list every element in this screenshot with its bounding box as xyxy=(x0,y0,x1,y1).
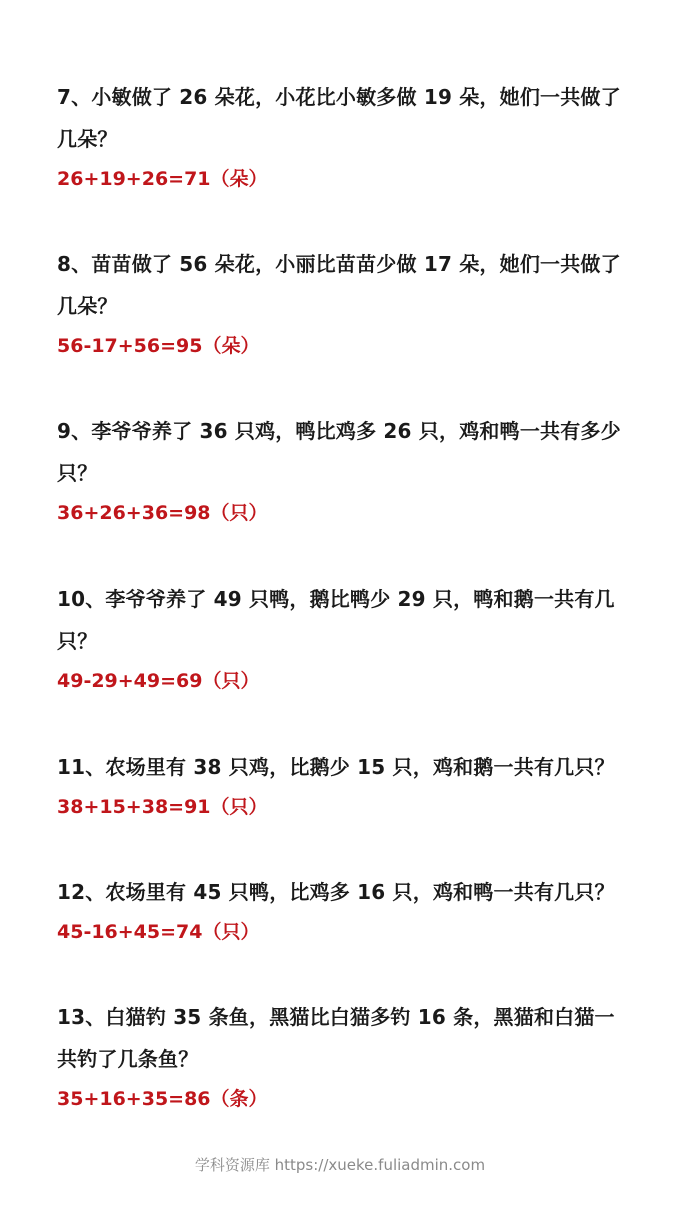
question-text: 9、李爷爷养了 36 只鸡，鸭比鸡多 26 只，鸡和鸭一共有多少只？ xyxy=(57,419,621,485)
question-text: 8、苗苗做了 56 朵花，小丽比苗苗少做 17 朵，她们一共做了几朵？ xyxy=(57,252,621,318)
problem-11 xyxy=(57,746,632,826)
question-text: 10、李爷爷养了 49 只鸭，鹅比鸭少 29 只，鸭和鹅一共有几只？ xyxy=(57,587,615,653)
problem-7 xyxy=(57,76,632,198)
problem-8 xyxy=(57,243,632,365)
answer-text: 45-16+45=74（只） xyxy=(57,921,260,943)
answer-text: 26+19+26=71（朵） xyxy=(57,168,268,190)
answer-text: 35+16+35=86（条） xyxy=(57,1088,268,1110)
problem-9 xyxy=(57,410,632,532)
footer-watermark: 学科资源库 https://xueke.fuliadmin.com xyxy=(194,1156,486,1174)
answer-text: 56-17+56=95（朵） xyxy=(57,335,260,357)
problem-12 xyxy=(57,871,632,951)
question-text: 13、白猫钓 35 条鱼，黑猫比白猫多钓 16 条，黑猫和白猫一共钓了几条鱼？ xyxy=(57,1005,615,1071)
problem-13 xyxy=(57,996,632,1118)
problem-10 xyxy=(57,578,632,700)
answer-text: 38+15+38=91（只） xyxy=(57,796,268,818)
answer-text: 36+26+36=98（只） xyxy=(57,502,268,524)
answer-text: 49-29+49=69（只） xyxy=(57,670,260,692)
question-text: 12、农场里有 45 只鸭，比鸡多 16 只，鸡和鸭一共有几只？ xyxy=(57,880,615,904)
question-text: 11、农场里有 38 只鸡，比鹅少 15 只，鸡和鹅一共有几只？ xyxy=(57,755,615,779)
question-text: 7、小敏做了 26 朵花，小花比小敏多做 19 朵，她们一共做了几朵？ xyxy=(57,85,621,151)
